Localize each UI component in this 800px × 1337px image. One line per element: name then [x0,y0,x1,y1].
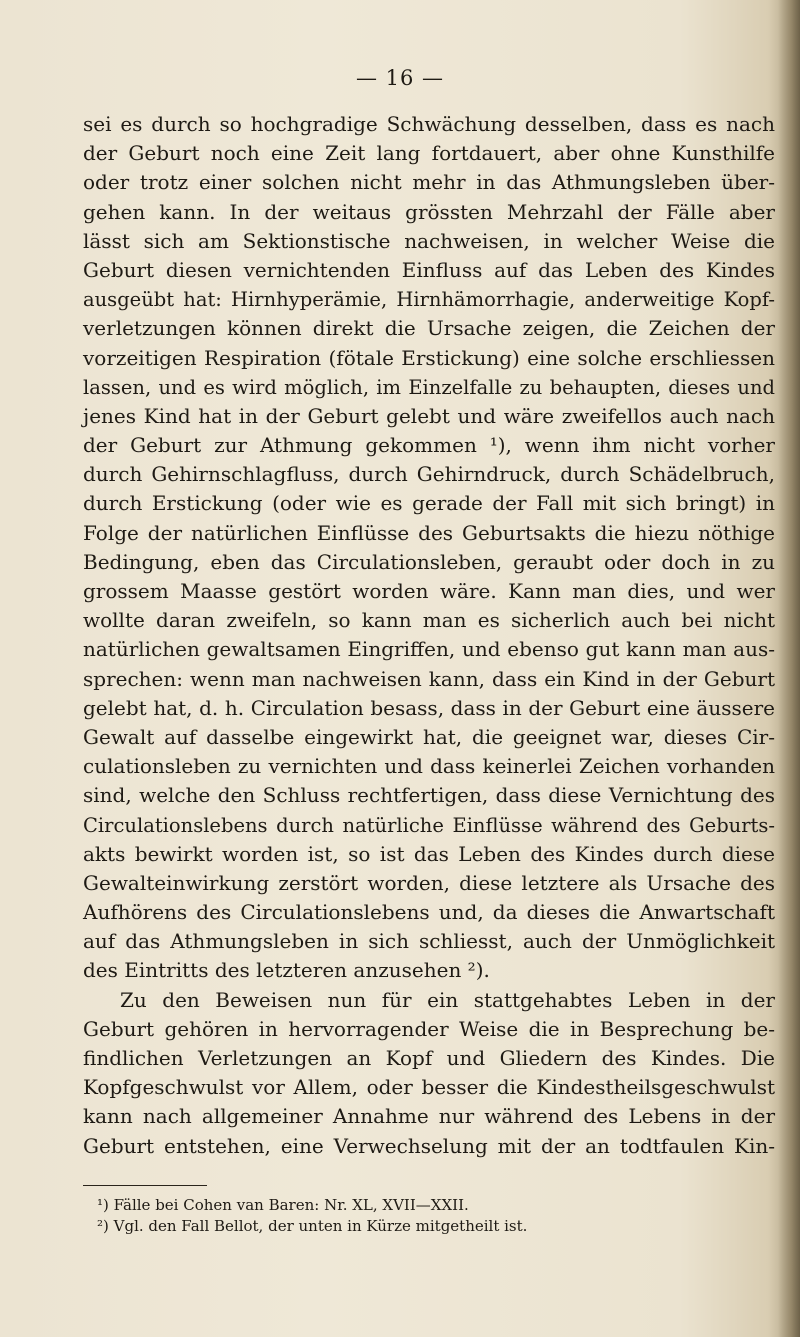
text-line: Geburt diesen vernichtenden Einfluss auf das Leben des Kindes [83,257,775,282]
text-line: durch Erstickung (oder wie es gerade der Fall mit sich bringt) in [83,491,775,516]
text-line: kann nach allgemeiner Annahme nur während des Lebens in der [83,1104,775,1129]
text-line: sprechen: wenn man nachweisen kann, dass ein Kind in der Geburt [83,666,775,691]
footnote: ¹) Fälle bei Cohen van Baren: Nr. XL, XVII—XXII. [97,1196,469,1214]
text-line: auf das Athmungsleben in sich schliesst, auch der Unmöglichkeit [83,929,775,954]
text-line: Bedingung, eben das Circulationsleben, geraubt oder doch in zu [83,549,775,574]
text-line: wollte daran zweifeln, so kann man es sicherlich auch bei nicht [83,608,775,633]
text-line: grossem Maasse gestört worden wäre. Kann man dies, und wer [83,579,775,603]
text-line: Folge der natürlichen Einflüsse des Geburtsakts die hiezu nöthige [83,520,775,545]
footnotes [83,1195,775,1237]
text-line: sei es durch so hochgradige Schwächung desselben, dass es nach [83,112,775,136]
text-line: findlichen Verletzungen an Kopf und Gliedern des Kindes. Die [83,1046,775,1070]
text-line: Kopfgeschwulst vor Allem, oder besser die Kindestheilsgeschwulst [83,1075,775,1100]
text-line: oder trotz einer solchen nicht mehr in das Athmungsleben über- [83,170,775,195]
text-line: Circulationslebens durch natürliche Einflüsse während des Geburts- [83,813,775,837]
text-line: der Geburt noch eine Zeit lang fortdauert, aber ohne Kunsthilfe [83,141,775,166]
text-line: verletzungen können direkt die Ursache zeigen, die Zeichen der [83,316,775,341]
text-line: natürlichen gewaltsamen Eingriffen, und ebenso gut kann man aus- [83,637,775,662]
text-line: lässt sich am Sektionstische nachweisen, in welcher Weise die [83,228,775,253]
text-line: Geburt entstehen, eine Verwechselung mit der an todtfaulen Kin- [83,1133,775,1158]
text-line: durch Gehirnschlagfluss, durch Gehirndruck, durch Schädelbruch, [83,462,775,487]
text-line: Zu den Beweisen nun für ein stattgehabtes Leben in der [120,987,775,1012]
page-number: — 16 — [355,66,445,90]
text-line: lassen, und es wird möglich, im Einzelfalle zu behaupten, dieses und [83,375,775,399]
text-line: Gewalteinwirkung zerstört worden, diese letztere als Ursache des [83,870,775,895]
text-line: der Geburt zur Athmung gekommen ¹), wenn ihm nicht vorher [83,433,775,458]
text-line: sind, welche den Schluss rechtfertigen, dass diese Vernichtung des [83,783,775,808]
text-line: Gewalt auf dasselbe eingewirkt hat, die geeignet war, dieses Cir- [83,724,775,749]
page-edge-shadow [778,0,800,1337]
footnote-divider [83,1185,207,1186]
text-line: jenes Kind hat in der Geburt gelebt und wäre zweifellos auch nach [83,403,775,428]
text-line: vorzeitigen Respiration (fötale Erstickung) eine solche erschliessen [83,345,775,370]
text-line: des Eintritts des letzteren anzusehen ²). [83,958,490,983]
text-line: Aufhörens des Circulationslebens und, da dieses die Anwartschaft [83,900,775,925]
text-line: Geburt gehören in hervorragender Weise die in Besprechung be- [83,1016,775,1041]
text-line: gehen kann. In der weitaus grössten Mehrzahl der Fälle aber [83,199,775,224]
body-text [83,110,775,1161]
text-line: akts bewirkt worden ist, so ist das Leben des Kindes durch diese [83,841,775,866]
text-line: culationsleben zu vernichten und dass keinerlei Zeichen vorhanden [83,754,775,779]
text-line: gelebt hat, d. h. Circulation besass, dass in der Geburt eine äussere [83,695,775,720]
text-line: ausgeübt hat: Hirnhyperämie, Hirnhämorrhagie, anderweitige Kopf- [83,288,775,312]
footnote: ²) Vgl. den Fall Bellot, der unten in Kürze mitgetheilt ist. [97,1217,528,1235]
